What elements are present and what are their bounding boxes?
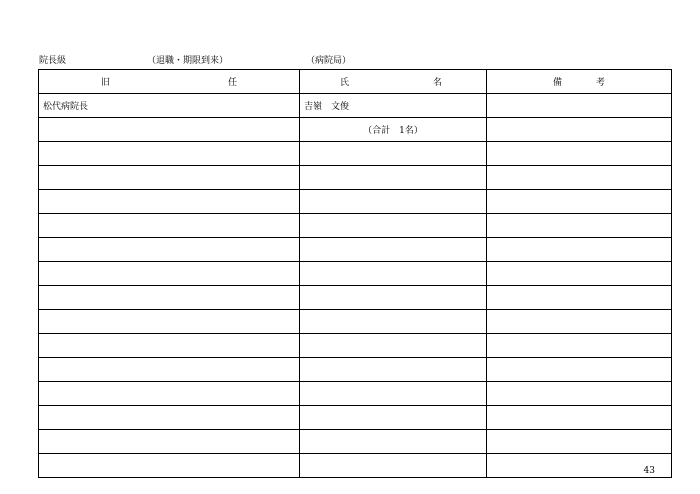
table-row (39, 454, 672, 478)
name-cell (300, 454, 487, 478)
remarks-cell (487, 190, 672, 214)
personnel-table (38, 69, 672, 478)
table-row (39, 214, 672, 238)
remarks-cell (487, 334, 672, 358)
name-cell (300, 382, 487, 406)
old-post-cell (39, 166, 300, 190)
remarks-cell (487, 238, 672, 262)
name-cell (300, 142, 487, 166)
old-post-cell (39, 358, 300, 382)
old-post-cell (39, 382, 300, 406)
remarks-cell (487, 382, 672, 406)
old-post-cell: 松代病院長 (39, 94, 300, 118)
name-cell (300, 166, 487, 190)
column-header-old-post (39, 70, 300, 94)
table-body (39, 94, 672, 478)
table-row (39, 286, 672, 310)
name-cell (300, 262, 487, 286)
table-header-row (39, 70, 672, 94)
old-post-cell (39, 118, 300, 142)
table-row (39, 166, 672, 190)
remarks-cell (487, 214, 672, 238)
name-cell (300, 406, 487, 430)
name-cell (300, 190, 487, 214)
table-row (39, 382, 672, 406)
name-cell (300, 358, 487, 382)
name-cell: （合計 1名） (300, 118, 487, 142)
remarks-cell (487, 430, 672, 454)
old-post-cell (39, 238, 300, 262)
remarks-cell (487, 358, 672, 382)
page-number: 43 (643, 466, 655, 476)
table-row (39, 334, 672, 358)
remarks-cell (487, 166, 672, 190)
old-post-cell (39, 310, 300, 334)
name-cell (300, 286, 487, 310)
table-row (39, 262, 672, 286)
old-post-cell (39, 406, 300, 430)
column-header-char: 考 (595, 78, 605, 88)
table-row (39, 118, 672, 142)
table-row (39, 430, 672, 454)
old-post-cell (39, 190, 300, 214)
column-header-char: 氏 (340, 78, 350, 88)
remarks-cell (487, 406, 672, 430)
remarks-cell (487, 262, 672, 286)
table-row (39, 190, 672, 214)
old-post-cell (39, 454, 300, 478)
table-row (39, 310, 672, 334)
remarks-cell (487, 118, 672, 142)
bureau-label: （病院局） (306, 56, 352, 66)
old-post-cell (39, 430, 300, 454)
table-row (39, 142, 672, 166)
old-post-cell (39, 262, 300, 286)
remarks-cell (487, 142, 672, 166)
old-post-cell (39, 286, 300, 310)
table-row (39, 238, 672, 262)
rank-label: 院長級 (39, 56, 67, 66)
name-cell: 吉嶺 文俊 (300, 94, 487, 118)
name-cell (300, 214, 487, 238)
remarks-cell (487, 286, 672, 310)
column-header-char: 名 (432, 78, 442, 88)
name-cell (300, 334, 487, 358)
column-header-name (300, 70, 487, 94)
column-header-char: 任 (227, 78, 237, 88)
column-header-char: 備 (553, 78, 563, 88)
reason-label: （退職・期限到来） (147, 56, 229, 66)
table-row (39, 358, 672, 382)
old-post-cell (39, 334, 300, 358)
old-post-cell (39, 214, 300, 238)
old-post-cell (39, 142, 300, 166)
name-cell (300, 238, 487, 262)
table-row (39, 406, 672, 430)
column-header-char: 旧 (101, 78, 111, 88)
remarks-cell (487, 94, 672, 118)
table-row (39, 94, 672, 118)
remarks-cell (487, 310, 672, 334)
name-cell (300, 310, 487, 334)
column-header-remarks (487, 70, 672, 94)
name-cell (300, 430, 487, 454)
